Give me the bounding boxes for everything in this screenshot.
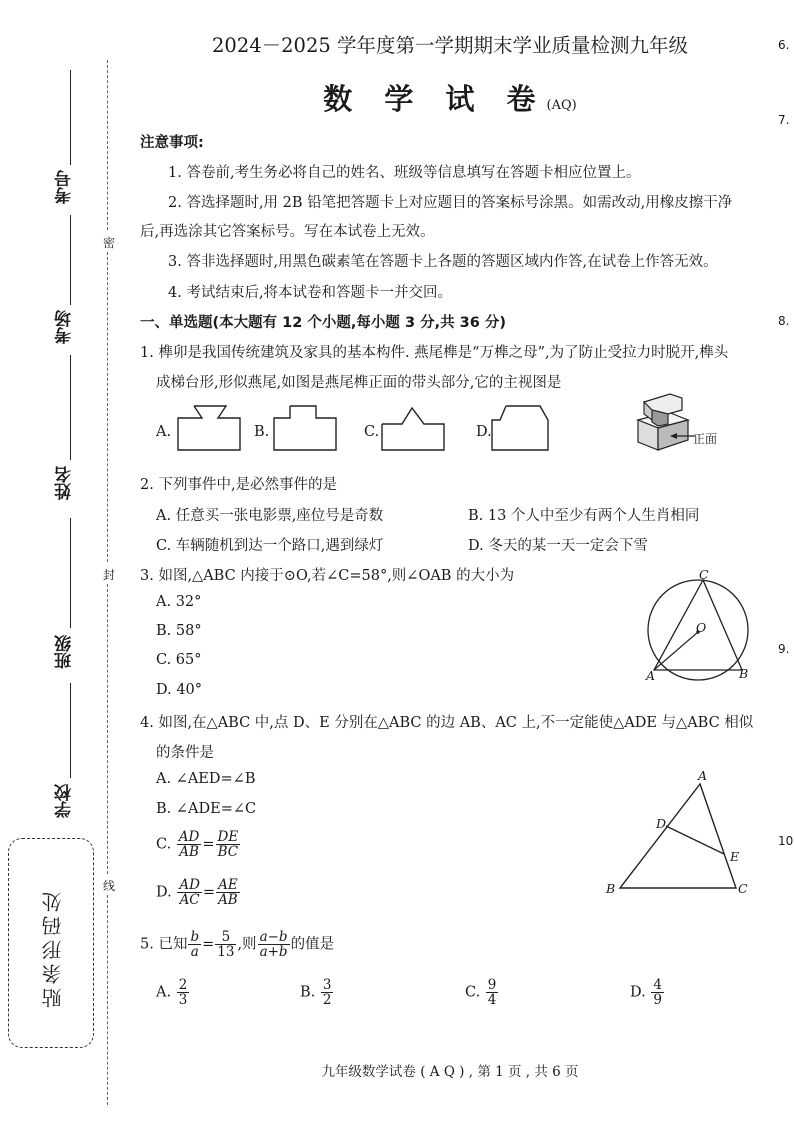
seal-dashed-line-3 bbox=[107, 584, 108, 874]
school-line bbox=[70, 683, 71, 778]
q5-b-label: B. bbox=[300, 984, 316, 1001]
q4-stem-line-2: 的条件是 bbox=[156, 745, 214, 761]
q5-a-num: 2 bbox=[178, 977, 188, 993]
q1-stem-line-1: 1. 榫卯是我国传统建筑及家具的基本构件. 燕尾榫是“万榫之母”,为了防止受拉力时脱开,榫头 bbox=[140, 345, 729, 361]
q5-c-num: 9 bbox=[487, 977, 497, 993]
notice-item-2b: 后,再选涂其它答案标号。写在本试卷上无效。 bbox=[140, 224, 435, 240]
q5-d-label: D. bbox=[630, 984, 646, 1001]
q5-f1-den: a bbox=[190, 944, 199, 961]
q4-point-b: B bbox=[606, 881, 616, 896]
q3-stem: 3. 如图,△ABC 内接于⊙O,若∠C=58°,则∠OAB 的大小为 bbox=[140, 568, 515, 584]
notice-item-1: 1. 答卷前,考生务必将自己的姓名、班级等信息填写在答题卡相应位置上。 bbox=[168, 165, 641, 181]
q4-point-d: D bbox=[656, 816, 667, 831]
q4-d-den-2: AB bbox=[218, 892, 238, 909]
q5-suffix: 的值是 bbox=[290, 936, 335, 953]
q5-option-c bbox=[465, 978, 499, 1007]
q4-c-num-2: DE bbox=[217, 829, 239, 845]
notice-item-4: 4. 考试结束后,将本试卷和答题卡一并交回。 bbox=[168, 285, 453, 301]
page-footer: 九年级数学试卷 ( A Q ) , 第 1 页 , 共 6 页 bbox=[321, 1064, 579, 1080]
barcode-label: 贴条形码处 bbox=[41, 888, 65, 1008]
notice-item-3: 3. 答非选择题时,用黑色碳素笔在答题卡上各题的答题区域内作答,在试卷上作答无效。 bbox=[168, 254, 718, 270]
q4-point-c: C bbox=[738, 881, 748, 896]
q4-stem-line-1: 4. 如图,在△ABC 中,点 D、E 分别在△ABC 的边 AB、AC 上,不一定能使△ADE 与△ABC 相似 bbox=[140, 715, 754, 731]
q2-option-a: A. 任意买一张电影票,座位号是奇数 bbox=[156, 508, 384, 524]
q5-a-den: 3 bbox=[178, 992, 188, 1009]
q1-option-b-label: B. bbox=[254, 424, 270, 440]
q4-option-a: A. ∠AED=∠B bbox=[156, 771, 256, 787]
q2-option-c: C. 车辆随机到达一个路口,遇到绿灯 bbox=[156, 538, 384, 554]
q1-option-d-label: D. bbox=[476, 424, 492, 440]
name-label: 姓名 bbox=[55, 466, 75, 500]
q5-a-fraction bbox=[177, 978, 190, 1007]
q5-f3-num: a−b bbox=[259, 929, 288, 945]
notice-title: 注意事项: bbox=[140, 135, 204, 151]
q4-point-a: A bbox=[698, 768, 708, 783]
margin-q9: 9. bbox=[778, 642, 790, 656]
q5-fraction-expression bbox=[258, 930, 290, 959]
q5-mid: ,则 bbox=[237, 936, 257, 953]
exam-number-line bbox=[70, 70, 71, 165]
margin-q8: 8. bbox=[778, 314, 790, 328]
q4-option-d-label: D. bbox=[156, 884, 172, 901]
exam-room-line bbox=[70, 215, 71, 305]
q4-d-equals: = bbox=[202, 884, 216, 901]
q4-option-c-fraction-1 bbox=[177, 830, 202, 859]
q5-f2-num: 5 bbox=[215, 930, 236, 945]
q5-prefix: 5. 已知 bbox=[140, 936, 188, 953]
q4-option-d bbox=[156, 878, 241, 907]
q2-option-d: D. 冬天的某一天一定会下雪 bbox=[468, 538, 648, 554]
q5-c-den: 4 bbox=[487, 992, 497, 1009]
seal-mi: 密 bbox=[103, 236, 116, 250]
q3-option-a: A. 32° bbox=[156, 594, 202, 610]
q5-b-den: 2 bbox=[322, 992, 332, 1009]
q2-option-b: B. 13 个人中至少有两个人生肖相同 bbox=[468, 508, 700, 524]
q5-b-num: 3 bbox=[322, 977, 332, 993]
q3-point-a: A bbox=[646, 668, 656, 683]
q5-f1-num: b bbox=[190, 929, 200, 945]
q3-point-b: B bbox=[739, 666, 749, 681]
q3-point-o: O bbox=[696, 620, 707, 635]
subject-title bbox=[140, 77, 760, 118]
q1-option-c-figure bbox=[380, 402, 450, 452]
q5-option-a bbox=[156, 978, 190, 1007]
q4-option-c-label: C. bbox=[156, 836, 172, 853]
q1-option-b-figure bbox=[272, 402, 342, 452]
exam-title: 2024－2025 学年度第一学期期末学业质量检测九年级 bbox=[212, 34, 688, 57]
q4-d-num-1: AD bbox=[179, 877, 200, 893]
q5-f2-den: 13 bbox=[217, 944, 235, 961]
exam-number-label: 考号 bbox=[55, 170, 75, 204]
seal-dashed-line-4 bbox=[107, 895, 108, 1105]
q4-c-num-1: AD bbox=[178, 829, 200, 845]
q5-equals: = bbox=[202, 936, 215, 953]
q5-d-fraction bbox=[651, 978, 664, 1007]
q1-stem-line-2: 成梯台形,形似燕尾,如图是燕尾榫正面的带头部分,它的主视图是 bbox=[156, 375, 562, 391]
q5-option-b bbox=[300, 978, 334, 1007]
q4-c-den-2: BC bbox=[217, 844, 239, 861]
q1-option-a-label: A. bbox=[156, 424, 172, 440]
q1-option-c-label: C. bbox=[364, 424, 380, 440]
q5-option-d bbox=[630, 978, 665, 1007]
q4-d-num-2: AE bbox=[216, 878, 240, 893]
margin-q6: 6. bbox=[778, 38, 790, 52]
seal-xian: 线 bbox=[103, 879, 116, 893]
q1-option-d-figure bbox=[490, 402, 560, 452]
notice-item-2a: 2. 答选择题时,用 2B 铅笔把答题卡上对应题目的答案标号涂黑。如需改动,用橡皮擦干净 bbox=[168, 195, 733, 211]
q4-option-c bbox=[156, 830, 241, 859]
q5-d-num: 4 bbox=[653, 977, 662, 993]
q3-option-d: D. 40° bbox=[156, 682, 203, 698]
name-line bbox=[70, 355, 71, 460]
q5-c-fraction bbox=[486, 978, 499, 1007]
subject-title-text: 数 学 试 卷 bbox=[323, 82, 547, 116]
q4-option-d-fraction-1 bbox=[177, 878, 202, 907]
q5-fraction-b-over-a bbox=[188, 930, 201, 959]
front-label: 正面 bbox=[693, 432, 718, 446]
q3-option-b: B. 58° bbox=[156, 623, 202, 639]
q4-c-equals: = bbox=[202, 836, 215, 853]
q1-option-a-figure bbox=[176, 402, 246, 452]
q4-option-d-fraction-2 bbox=[216, 878, 240, 907]
margin-q10: 10 bbox=[778, 834, 794, 848]
seal-dashed-line-2 bbox=[107, 252, 108, 562]
q2-stem: 2. 下列事件中,是必然事件的是 bbox=[140, 477, 338, 493]
q4-c-den-1: AB bbox=[179, 844, 199, 861]
margin-q7: 7. bbox=[778, 113, 790, 127]
q3-point-c: C bbox=[699, 567, 709, 582]
q4-option-b: B. ∠ADE=∠C bbox=[156, 801, 257, 817]
q5-b-fraction bbox=[321, 978, 334, 1007]
q5-stem bbox=[140, 930, 334, 959]
q4-d-den-1: AC bbox=[179, 892, 200, 909]
exam-room-label: 考场 bbox=[55, 310, 75, 344]
q4-triangle-figure bbox=[600, 770, 760, 900]
q5-d-den: 9 bbox=[653, 992, 662, 1009]
q4-option-c-fraction-2 bbox=[216, 830, 241, 859]
seal-dashed-line-1 bbox=[107, 60, 108, 230]
q5-f3-den: a+b bbox=[259, 944, 288, 961]
q5-fraction-5-over-13 bbox=[215, 930, 236, 959]
class-line bbox=[70, 518, 71, 628]
version-label: (AQ) bbox=[546, 98, 577, 113]
q3-option-c: C. 65° bbox=[156, 652, 202, 668]
class-label: 班级 bbox=[55, 635, 75, 669]
q4-point-e: E bbox=[730, 849, 740, 864]
q5-a-label: A. bbox=[156, 984, 172, 1001]
school-label: 学校 bbox=[55, 784, 75, 818]
q5-c-label: C. bbox=[465, 984, 481, 1001]
section-1-title: 一、单选题(本大题有 12 个小题,每小题 3 分,共 36 分) bbox=[140, 315, 507, 331]
seal-feng: 封 bbox=[103, 568, 116, 582]
